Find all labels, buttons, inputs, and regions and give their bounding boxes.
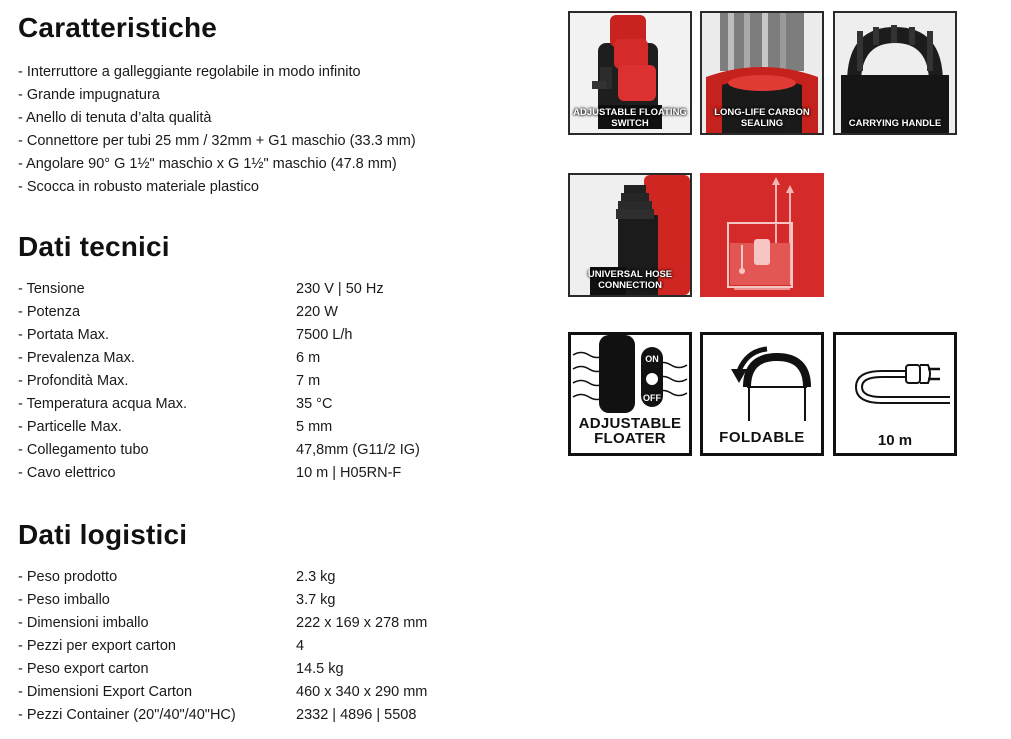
spec-value: 5 mm	[296, 418, 333, 435]
spec-value: 35 °C	[296, 395, 333, 412]
spec-value: 6 m	[296, 349, 321, 366]
spec-label: - Potenza	[18, 303, 81, 320]
table-row	[18, 611, 427, 634]
spec-label: - Tensione	[18, 280, 85, 297]
spec-label: - Peso prodotto	[18, 568, 118, 585]
adjustable-floater-tile	[568, 332, 692, 456]
spec-label: - Portata Max.	[18, 326, 110, 343]
table-row	[18, 438, 420, 461]
spec-value: 7 m	[296, 372, 321, 389]
carrying-handle-photo-icon	[835, 13, 955, 133]
tile-caption: FOLDABLE	[719, 429, 805, 446]
features-section	[18, 12, 217, 44]
table-row	[18, 415, 420, 438]
spec-label: - Peso export carton	[18, 660, 149, 677]
tile-caption: ADJUSTABLE FLOATING SWITCH	[573, 107, 687, 129]
tile-caption: 10 m	[877, 432, 913, 449]
logistics-section	[18, 519, 187, 551]
table-row	[18, 461, 420, 484]
table-row	[18, 277, 420, 300]
spec-value: 14.5 kg	[296, 660, 344, 677]
spec-value: 2.3 kg	[296, 568, 336, 585]
tile-caption: CARRYING HANDLE	[848, 118, 942, 129]
technical-table	[18, 277, 420, 484]
spec-label: - Collegamento tubo	[18, 441, 149, 458]
power-cable-tile	[833, 332, 957, 456]
table-row	[18, 300, 420, 323]
spec-value: 222 x 169 x 278 mm	[296, 614, 428, 631]
spec-value: 230 V | 50 Hz	[296, 280, 384, 297]
table-row	[18, 369, 420, 392]
spec-label: - Prevalenza Max.	[18, 349, 135, 366]
list-item: - Interruttore a galleggiante regolabile in modo infinito	[18, 64, 361, 80]
spec-label: - Cavo elettrico	[18, 464, 116, 481]
spec-value: 460 x 340 x 290 mm	[296, 683, 428, 700]
list-item: - Grande impugnatura	[18, 87, 160, 103]
table-row	[18, 323, 420, 346]
table-row	[18, 392, 420, 415]
spec-value: 10 m | H05RN-F	[296, 464, 402, 481]
logistics-heading: Dati logistici	[18, 519, 188, 550]
spec-label: - Dimensioni imballo	[18, 614, 149, 631]
features-heading: Caratteristiche	[18, 12, 218, 43]
table-row	[18, 346, 420, 369]
spec-label: - Dimensioni Export Carton	[18, 683, 193, 700]
tile-caption: UNIVERSAL HOSE CONNECTION	[587, 269, 673, 291]
table-row	[18, 565, 427, 588]
technical-section	[18, 231, 170, 263]
carbon-sealing-photo	[700, 11, 824, 135]
spec-value: 47,8mm (G11/2 IG)	[296, 441, 420, 458]
technical-heading: Dati tecnici	[18, 231, 170, 262]
foldable-tile	[700, 332, 824, 456]
tile-caption: ADJUSTABLE FLOATER	[578, 415, 682, 447]
table-row	[18, 680, 427, 703]
spec-value: 3.7 kg	[296, 591, 336, 608]
spec-value: 220 W	[296, 303, 338, 320]
spec-label: - Pezzi Container (20"/40"/40"HC)	[18, 706, 236, 723]
carrying-handle-photo	[833, 11, 957, 135]
spec-value: 7500 L/h	[296, 326, 353, 343]
table-row	[18, 703, 427, 726]
technical-diagram	[700, 173, 824, 297]
tile-caption: LONG-LIFE CARBON SEALING	[714, 107, 810, 129]
floater-off-label: OFF	[643, 393, 661, 403]
list-item: - Angolare 90° G 1½" maschio x G 1½" maschio (47.8 mm)	[18, 156, 397, 172]
list-item: - Connettore per tubi 25 mm / 32mm + G1 maschio (33.3 mm)	[18, 133, 416, 149]
spec-label: - Profondità Max.	[18, 372, 129, 389]
spec-label: - Temperatura acqua Max.	[18, 395, 187, 412]
table-row	[18, 657, 427, 680]
spec-value: 2332 | 4896 | 5508	[296, 706, 417, 723]
float-switch-photo	[568, 11, 692, 135]
table-row	[18, 634, 427, 657]
spec-value: 4	[296, 637, 305, 654]
spec-label: - Pezzi per export carton	[18, 637, 176, 654]
logistics-table	[18, 565, 427, 726]
list-item: - Scocca in robusto materiale plastico	[18, 179, 259, 195]
technical-diagram-icon	[700, 173, 824, 297]
list-item: - Anello di tenuta d’alta qualità	[18, 110, 212, 126]
features-list	[18, 61, 416, 199]
floater-on-label: ON	[645, 354, 659, 364]
spec-label: - Peso imballo	[18, 591, 110, 608]
hose-connection-photo	[568, 173, 692, 297]
spec-label: - Particelle Max.	[18, 418, 122, 435]
table-row	[18, 588, 427, 611]
